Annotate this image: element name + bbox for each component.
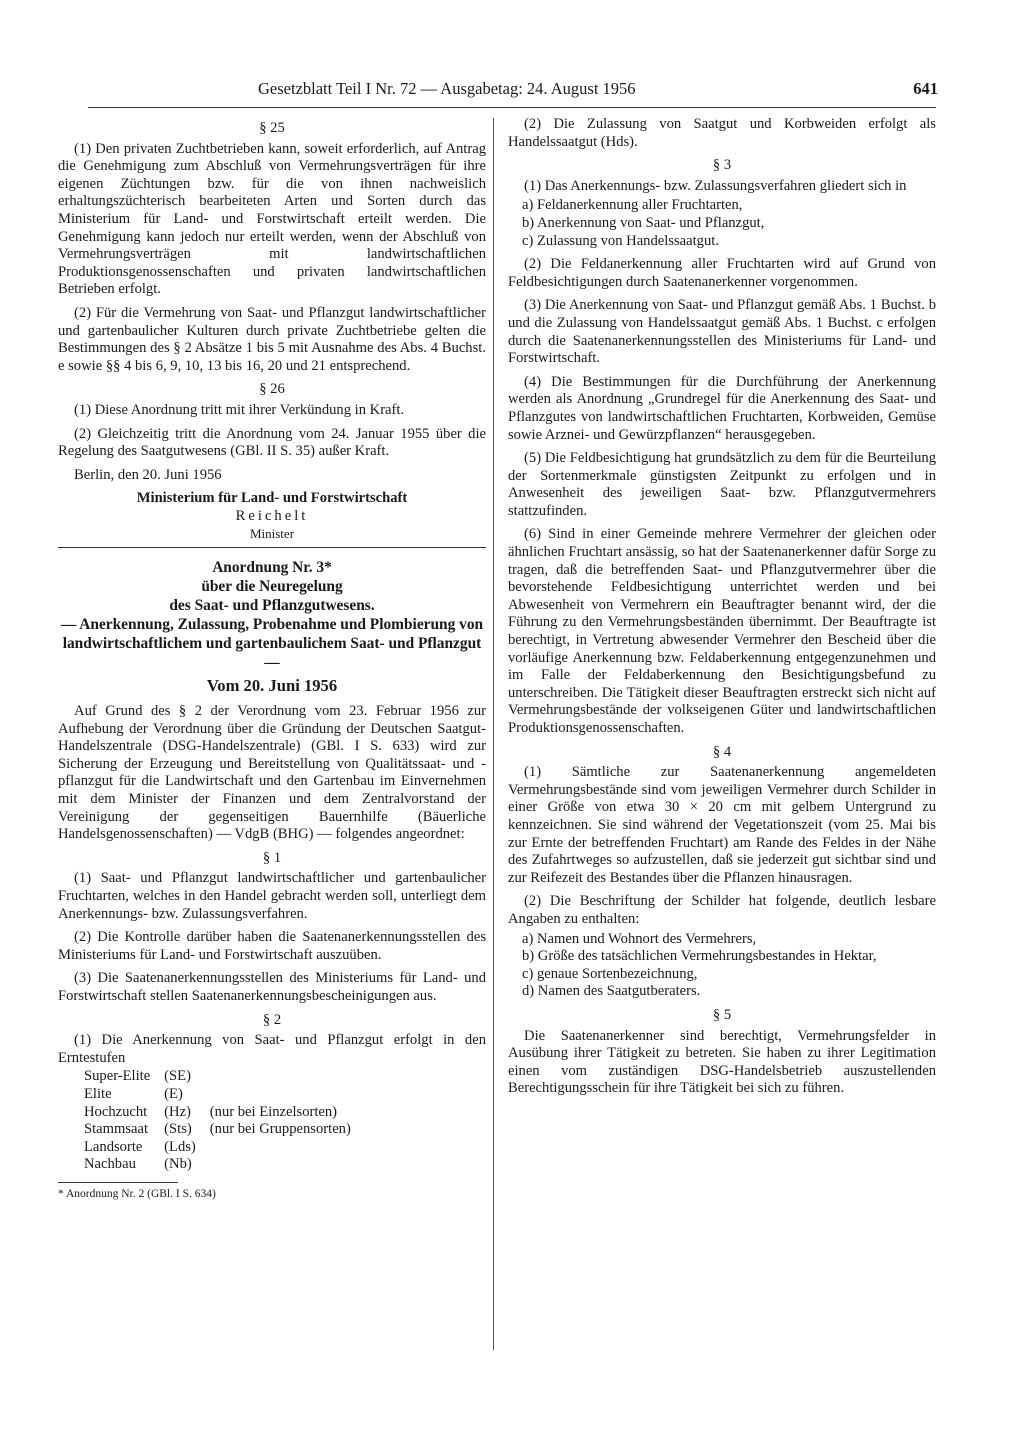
signature-ministry: Ministerium für Land- und Forstwirtschaft <box>136 490 408 507</box>
ordinance-subtitle: — Anerkennung, Zulassung, Probenahme und Plombierung von landwirtschaftlichem und gartenbaulichem Saat- und Pflanzgut — <box>60 616 484 672</box>
stage-abbr: (SE) <box>164 1068 191 1085</box>
stage-abbr: (Nb) <box>164 1156 192 1173</box>
paragraph: (1) Saat- und Pflanzgut landwirtschaftlicher und gartenbaulicher Fruchtarten, welches in den Handel gebracht werden soll, unterliegt dem Anerkennungs- bzw. Zulassungsverfahren. <box>58 870 486 922</box>
table-row <box>84 1068 365 1086</box>
signature-role: Minister <box>249 526 295 542</box>
paragraph: (2) Gleichzeitig tritt die Anordnung vom 24. Januar 1955 über die Regelung des Saatgutwesens (GBl. II S. 35) außer Kraft. <box>58 425 486 460</box>
section-heading-4: § 4 <box>712 743 732 760</box>
section-heading-25: § 25 <box>259 120 285 136</box>
place-date: Berlin, den 20. Juni 1956 <box>74 466 222 483</box>
column-divider <box>493 118 494 1350</box>
paragraph: (2) Die Kontrolle darüber haben die Saatenanerkennungsstellen des Ministeriums für Land- und Forstwirtschaft auszuüben. <box>58 929 486 963</box>
list-item: d) Namen des Saatgutberaters. <box>522 983 701 1000</box>
harvest-stages-table <box>84 1068 365 1174</box>
paragraph: (3) Die Saatenanerkennungsstellen des Ministeriums für Land- und Forstwirtschaft stellen Saatenanerkennungsbescheinigungen aus. <box>58 970 486 1004</box>
paragraph: (2) Die Feldanerkennung aller Fruchtarten wird auf Grund von Feldbesichtigungen durch Saatenanerkenner vorgenommen. <box>508 256 936 290</box>
left-column <box>58 116 486 1201</box>
signature-name: Reichelt <box>235 507 309 524</box>
paragraph: (1) Den privaten Zuchtbetrieben kann, soweit erforderlich, auf Antrag die Genehmigung zum Abschluß von Vermehrungsverträgen für ihre eigenen Züchtungen bzw. für die von ihnen nachweislich erhaltungszüchterisch bearbeiteten Arten und Sorten durch das Ministerium für Land- und Forstwirtschaft erteilt werden. Die Genehmigung kann jedoch nur erteilt werden, wenn der Abschluß von Vermehrungsverträgen mit landwirtschaftlichen Produktionsgenossenschaften und privaten landwirtschaftlichen Betrieben erfolgt. <box>58 140 486 298</box>
stage-note <box>210 1156 365 1174</box>
right-column <box>508 116 936 1104</box>
stage-abbr: (Hz) <box>164 1103 191 1120</box>
list-item: a) Namen und Wohnort des Vermehrers, <box>522 930 757 947</box>
paragraph: (2) Die Beschriftung der Schilder hat folgende, deutlich lesbare Angaben zu enthalten: <box>508 893 936 927</box>
stage-name: Super-Elite <box>84 1068 151 1085</box>
ordinance-title: Anordnung Nr. 3* <box>212 559 332 577</box>
preamble: Auf Grund des § 2 der Verordnung vom 23. Februar 1956 zur Aufhebung der Verordnung über die Gründung der Deutschen Saatgut-Handelszentrale (DSG-Handelszentrale) (GBl. I S. 633) wird zur Sicherung der Erzeugung und Bereitstellung von Qualitätssaat- und -pflanzgut für die Landwirtschaft und den Gartenbau im Einvernehmen mit dem Minister der Finanzen und dem Zentralvorstand der Vereinigung der gegenseitigen Bauernhilfe (Bäuerliche Handelsgenossenschaften) — VdgB (BHG) — folgendes angeordnet: <box>58 703 486 843</box>
stage-abbr: (E) <box>164 1085 183 1102</box>
paragraph: (2) Für die Vermehrung von Saat- und Pflanzgut landwirtschaftlicher und gartenbaulicher Kulturen durch private Zuchtbetriebe gelten die Bestimmungen des § 2 Absätze 1 bis 5 mit Ausnahme des Abs. 4 Buchst. e sowie §§ 4 bis 6, 9, 10, 13 bis 16, 20 und 21 entsprechend. <box>58 304 486 374</box>
list-item: a) Feldanerkennung aller Fruchtarten, <box>522 197 743 214</box>
ordinance-date: Vom 20. Juni 1956 <box>206 676 338 696</box>
stage-abbr: (Lds) <box>164 1138 196 1155</box>
paragraph: (1) Sämtliche zur Saatenanerkennung angemeldeten Vermehrungsbestände sind vom jeweiligen Vermehrer durch Schilder in einer Größe von etwa 30 × 20 cm mit gelbem Untergrund zu kennzeichnen. Sie sind während der Vegetationszeit (vom 25. Mai bis zur Ernte der betreffenden Fruchtart) am Rande des Feldes in der Nähe des Zufahrtweges so aufzustellen, daß sie jederzeit gut sichtbar sind und zur Reifezeit des Bestandes über die Pflanzen hinausragen. <box>508 764 936 886</box>
table-row <box>84 1104 365 1122</box>
stage-abbr: (Sts) <box>164 1121 192 1138</box>
stage-note <box>210 1139 365 1157</box>
footnote: * Anordnung Nr. 2 (GBl. I S. 634) <box>58 1187 216 1200</box>
list-item: b) Größe des tatsächlichen Vermehrungsbestandes in Hektar, <box>522 948 877 965</box>
ordinance-title-line2: über die Neuregelung <box>201 578 343 596</box>
stage-name: Landsorte <box>84 1138 143 1155</box>
paragraph: (3) Die Anerkennung von Saat- und Pflanzgut gemäß Abs. 1 Buchst. b und die Zulassung von Handelssaatgut gemäß Abs. 1 Buchst. c erfolgen durch die Saatenanerkennungsstellen des Ministeriums für Land- und Forstwirtschaft. <box>508 297 936 367</box>
stage-name: Elite <box>84 1085 112 1102</box>
section-heading-3: § 3 <box>712 157 732 174</box>
paragraph: Die Saatenanerkenner sind berechtigt, Vermehrungsfelder in Ausübung ihrer Tätigkeit zu betreten. Sie haben zu ihrer Legitimation einen vom zuständigen DSG-Handelsbetrieb auszustellenden Berechtigungsschein für ihre Tätigkeit bei sich zu führen. <box>508 1027 936 1097</box>
ordinance-title-line3: des Saat- und Pflanzgutwesens. <box>169 597 375 615</box>
stage-note: (nur bei Einzelsorten) <box>209 1103 338 1120</box>
section-heading-1: § 1 <box>262 849 282 866</box>
paragraph: (6) Sind in einer Gemeinde mehrere Vermehrer der gleichen oder ähnlichen Fruchtart ansässig, so hat der Saatenanerkenner dafür Sorge zu tragen, daß die betreffenden Saat- und Pflanzgutvermehrer über die bevorstehende Feldbesichtigung unterrichtet werden und bei Abwesenheit von Vermehrern ein Beauftragter benannt wird, der die Führung zu den Vermehrungsbeständen übernimmt. Der Beauftragte ist berechtigt, in Vertretung abwesender Vermehrer den Bescheid über die vorläufige Anerkennung bzw. Feldaberkennung entgegenzunehmen und im Falle der Feldaberkennung den Besichtigungsbefund zu unterschreiben. Die Tätigkeit dieser Beauftragten erstreckt sich nicht auf Vermehrungsbestände der volkseigenen Güter und landwirtschaftlichen Produktionsgenossenschaften. <box>508 526 936 736</box>
header-title: Gesetzblatt Teil I Nr. 72 — Ausgabetag: 24. August 1956 <box>258 79 636 98</box>
page-number: 641 <box>913 79 938 98</box>
paragraph: (1) Das Anerkennungs- bzw. Zulassungsverfahren gliedert sich in <box>524 177 907 194</box>
section-rule <box>58 547 486 548</box>
paragraph: (1) Diese Anordnung tritt mit ihrer Verkündung in Kraft. <box>74 401 405 418</box>
sign-label-list <box>508 931 936 1001</box>
paragraph: (1) Die Anerkennung von Saat- und Pflanzgut erfolgt in den Erntestufen <box>58 1032 486 1066</box>
page-header <box>258 78 938 102</box>
header-rule <box>88 107 936 108</box>
section-heading-26: § 26 <box>259 381 285 398</box>
table-row <box>84 1139 365 1157</box>
procedure-list <box>508 197 936 250</box>
section-heading-5: § 5 <box>712 1006 732 1023</box>
stage-note <box>210 1086 365 1104</box>
section-heading-2: § 2 <box>262 1011 282 1028</box>
stage-name: Hochzucht <box>84 1103 148 1120</box>
paragraph: (5) Die Feldbesichtigung hat grundsätzlich zu dem für die Beurteilung der Sortenmerkmale günstigsten Zeitpunkt zu erfolgen und in Anwesenheit des jeweiligen Saat- bzw. Pflanzgutvermehrers stattzufinden. <box>508 450 936 519</box>
list-item: b) Anerkennung von Saat- und Pflanzgut, <box>522 214 765 231</box>
table-row <box>84 1121 365 1139</box>
paragraph: (2) Die Zulassung von Saatgut und Korbweiden erfolgt als Handelssaatgut (Hds). <box>508 116 936 150</box>
stage-name: Nachbau <box>84 1156 136 1173</box>
table-row <box>84 1086 365 1104</box>
stage-note: (nur bei Gruppensorten) <box>209 1121 351 1138</box>
list-item: c) genaue Sortenbezeichnung, <box>522 965 698 982</box>
paragraph: (4) Die Bestimmungen für die Durchführung der Anerkennung werden als Anordnung „Grundregel für die Anerkennung des Saat- und Pflanzgutes von landwirtschaftlichen Fruchtarten, Korbweiden, Gemüse sowie Arznei- und Gewürzpflanzen“ herausgegeben. <box>508 373 936 443</box>
list-item: c) Zulassung von Handelssaatgut. <box>522 232 719 249</box>
table-row <box>84 1156 365 1174</box>
stage-note <box>210 1068 365 1086</box>
signature-block <box>58 490 486 543</box>
stage-name: Stammsaat <box>84 1121 149 1138</box>
footnote-rule <box>58 1182 178 1183</box>
